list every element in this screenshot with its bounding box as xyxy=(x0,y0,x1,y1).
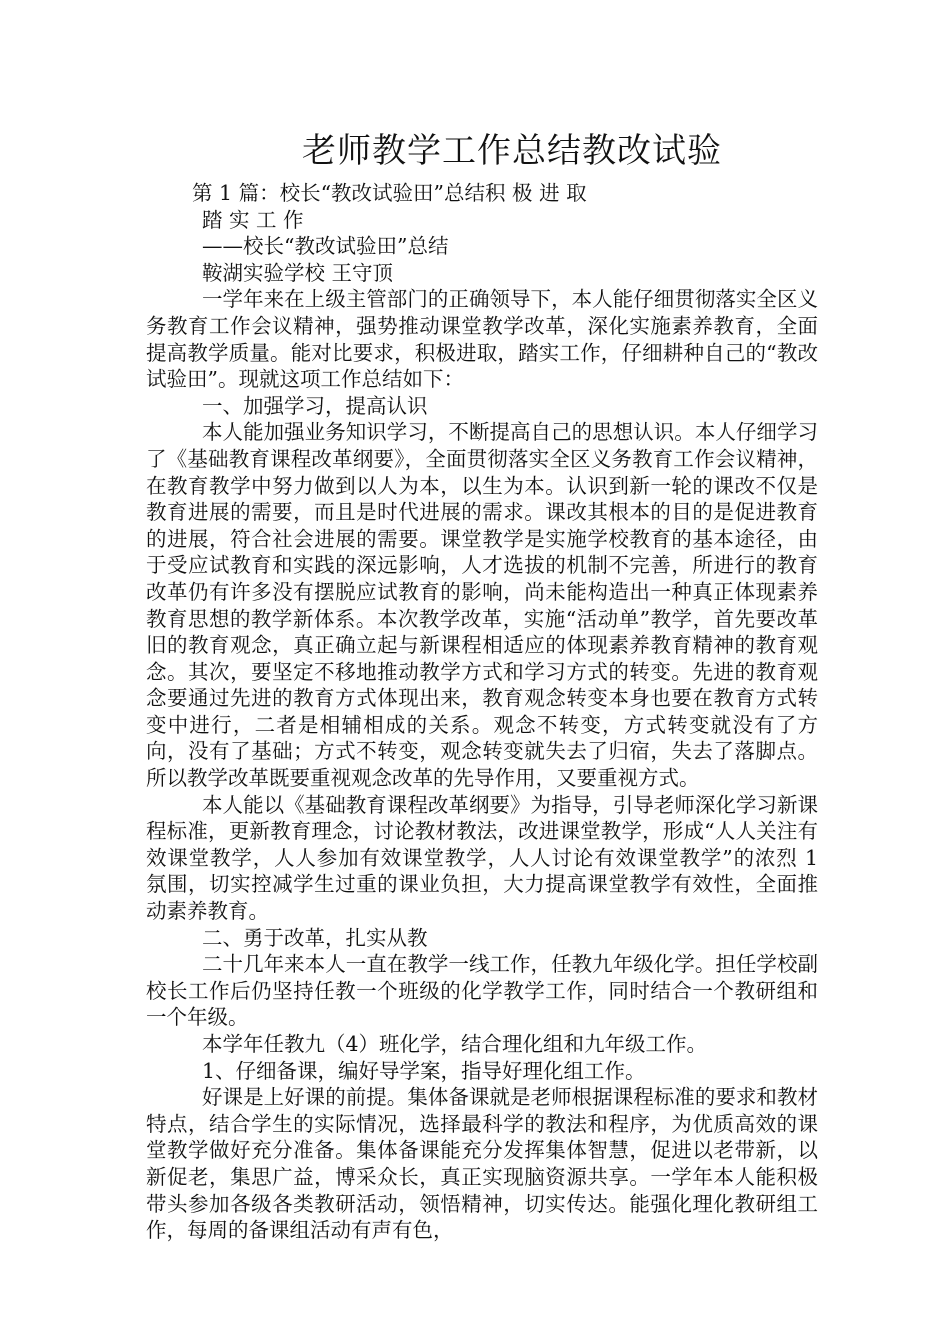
document-title: 老师教学工作总结教改试验 xyxy=(302,131,722,171)
paragraph-lesson-prep: 好课是上好课的前提。集体备课就是老师根据课程标准的要求和教材特点，结合学生的实际情况，选择最科学的教法和程序，为优质高效的课堂教学做好充分准备。集体备课能充分发挥集体智慧，促进以老带新，以新促老，集思广益，博采众长，真正实现脑资源共享。一学年本人能积极带头参加各级各类教研活动，领悟精神，切实传达。能强化理化教研组工作，每周的备课组活动有声有色， xyxy=(146,1085,818,1243)
paragraph-experience: 二十几年来本人一直在教学一线工作，任教九年级化学。担任学校副校长工作后仍坚持任教一个班级的化学教学工作，同时结合一个教研组和一个年级。 xyxy=(146,952,818,1030)
paragraph-intro: 一学年来在上级主管部门的正确领导下，本人能仔细贯彻落实全区义务教育工作会议精神，强势推动课堂教学改革，深化实施素养教育，全面提高教学质量。能对比要求，积极进取，踏实工作，仔细耕种自己的“教改试验田”。现就这项工作总结如下： xyxy=(146,287,818,392)
subtitle-line: ——校长“教改试验田”总结 xyxy=(202,234,449,259)
subsection-heading-1: 1、仔细备课，编好导学案，指导好理化组工作。 xyxy=(202,1058,646,1083)
paragraph-class-assignment: 本学年任教九（4）班化学，结合理化组和九年级工作。 xyxy=(202,1032,708,1056)
paragraph-study: 本人能加强业务知识学习，不断提高自己的思想认识。本人仔细学习了《基础教育课程改革纲要》，全面贯彻落实全区义务教育工作会议精神，在教育教学中努力做到以人为本，以生为本。认识到新一轮的课改不仅是教育进展的需要，而且是时代进展的需求。课改其根本的目的是促进教育的进展，符合社会进展的需要。课堂教学是实施学校教育的基本途径，由于受应试教育和实践的深远影响，人才选拔的机制不完善，所进行的教育改革仍有许多没有摆脱应试教育的影响，尚未能构造出一种真正体现素养教育思想的教学新体系。本次教学改革，实施“活动单”教学，首先要改革旧的教育观念，真正确立起与新课程相适应的体现素养教育精神的教育观念。其次，要坚定不移地推动教学方式和学习方式的转变。先进的教育观念要通过先进的教育方式体现出来，教育观念转变本身也要在教育方式转变中进行，二者是相辅相成的关系。观念不转变，方式转变就没有了方向，没有了基础；方式不转变，观念转变就失去了归宿，失去了落脚点。所以教学改革既要重视观念改革的先导作用，又要重视方式。 xyxy=(146,420,818,791)
document-page xyxy=(146,128,818,1244)
section-heading-2: 二、勇于改革，扎实从教 xyxy=(202,925,428,950)
section-heading-1: 一、加强学习，提高认识 xyxy=(202,393,428,418)
author-line: 鞍湖实验学校 王守顶 xyxy=(202,260,394,285)
paragraph-guidance: 本人能以《基础教育课程改革纲要》为指导，引导老师深化学习新课程标准，更新教育理念，讨论教材教法，改进课堂教学，形成“人人关注有效课堂教学，人人参加有效课堂教学，人人讨论有效课堂教学”的浓烈 1 氛围，切实控减学生过重的课业负担，大力提高课堂教学有效性，全面推动素养教育。 xyxy=(146,792,818,924)
heading-line-2: 踏 实 工 作 xyxy=(202,207,304,232)
heading-line-1: 第 1 篇：校长“教改试验田”总结积 极 进 取 xyxy=(192,181,587,205)
